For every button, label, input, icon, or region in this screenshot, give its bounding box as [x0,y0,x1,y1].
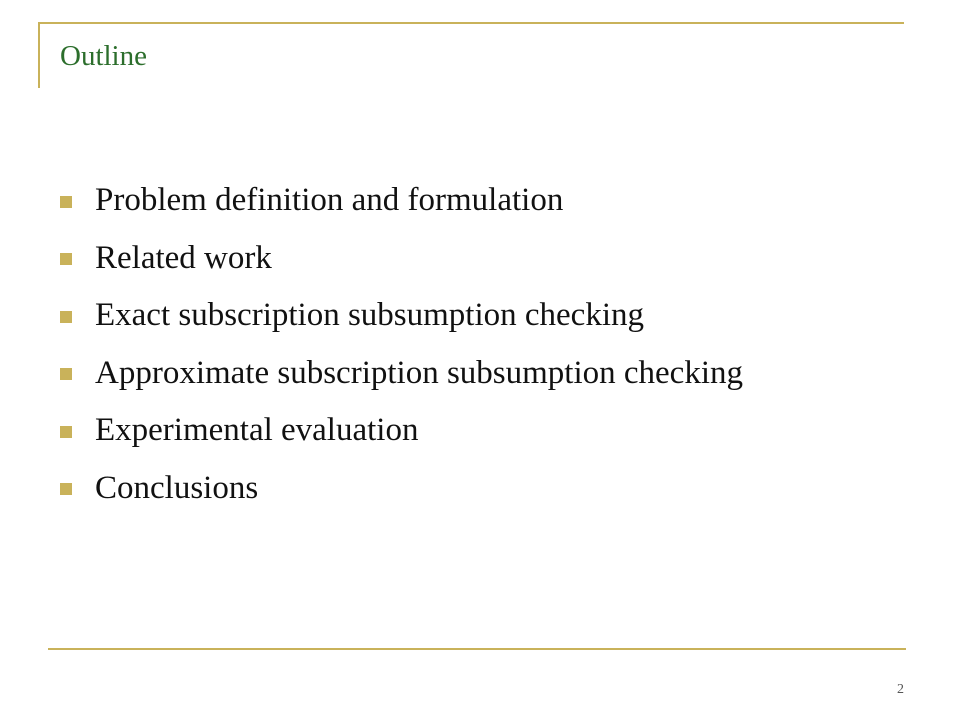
page-number: 2 [897,682,904,697]
list-item-label: Conclusions [95,469,259,506]
list-item [60,172,743,230]
footer-rule [48,648,906,650]
list-item [60,345,743,403]
title-vertical-rule [38,22,40,88]
square-bullet-icon [60,426,72,438]
slide-title: Outline [60,40,147,72]
square-bullet-icon [60,311,72,323]
list-item [60,230,743,288]
square-bullet-icon [60,196,72,208]
outline-list [60,172,743,517]
list-item-label: Exact subscription subsumption checking [95,297,644,334]
list-item-label: Related work [95,239,272,276]
square-bullet-icon [60,483,72,495]
list-item-label: Approximate subscription subsumption checking [95,354,743,391]
list-item-label: Experimental evaluation [95,412,419,449]
square-bullet-icon [60,368,72,380]
list-item [60,287,743,345]
list-item [60,402,743,460]
list-item-label: Problem definition and formulation [95,182,564,219]
title-horizontal-rule [38,22,904,24]
square-bullet-icon [60,253,72,265]
list-item [60,460,743,518]
